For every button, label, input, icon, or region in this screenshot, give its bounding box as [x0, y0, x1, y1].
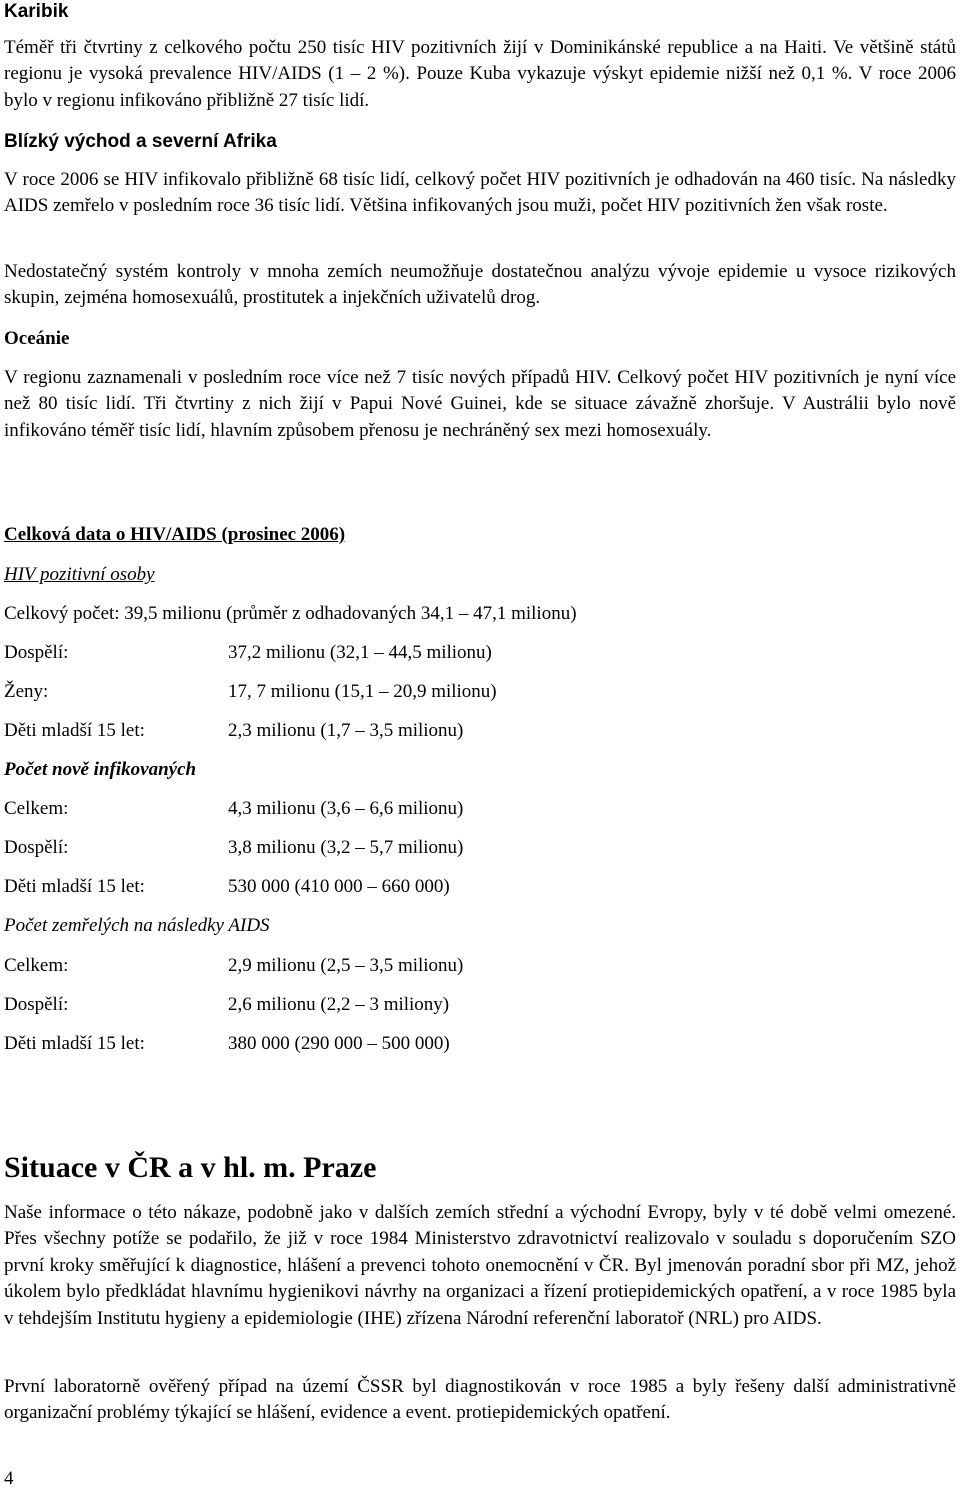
stats-row-label: Celkem:	[4, 955, 69, 976]
oceanie-paragraph: V regionu zaznamenali v posledním roce více než 7 tisíc nových případů HIV. Celkový počet HIV pozitivních je nyní více než 80 tisíc lidí. Tři čtvrtiny z nich žijí v Papui Nové Guinei, kde se situace závažně zhoršuje. V Austrálii bylo nově infikováno téměř tisíc lidí, hlavním způsobem přenosu je nechráněný sex mezi homosexuály.	[4, 367, 956, 441]
stats-row-value: 2,9 milionu (2,5 – 3,5 milionu)	[228, 955, 464, 976]
total-count-line: Celkový počet: 39,5 milionu (průměr z odhadovaných 34,1 – 47,1 milionu)	[4, 603, 577, 624]
blizky-vychod-heading: Blízký východ a severní Afrika	[4, 131, 277, 152]
page-number: 4	[4, 1468, 14, 1489]
cr-paragraph-2: První laboratorně ověřený případ na území ČSSR byl diagnostikován v roce 1985 a byly řešeny další administrativně organizační problémy týkající se hlášení, evidence a event. protiepidemických opatření.	[4, 1376, 956, 1424]
stats-row-value: 3,8 milionu (3,2 – 5,7 milionu)	[228, 837, 464, 858]
stats-row-label: Dospělí:	[4, 837, 69, 858]
stats-title: Celková data o HIV/AIDS (prosinec 2006)	[4, 524, 346, 545]
stats-row-value: 37,2 milionu (32,1 – 44,5 milionu)	[228, 642, 492, 663]
stats-row-label: Celkem:	[4, 798, 69, 819]
stats-row-value: 380 000 (290 000 – 500 000)	[228, 1033, 450, 1054]
stats-row-value: 2,6 milionu (2,2 – 3 miliony)	[228, 994, 450, 1015]
stats-row-value: 4,3 milionu (3,6 – 6,6 milionu)	[228, 798, 464, 819]
stats-row-value: 530 000 (410 000 – 660 000)	[228, 876, 450, 897]
stats-row-label: Dospělí:	[4, 642, 69, 663]
stats-row-label: Děti mladší 15 let:	[4, 1033, 145, 1054]
aids-deaths-heading: Počet zemřelých na následky AIDS	[4, 915, 270, 936]
cr-situation-heading: Situace v ČR a v hl. m. Praze	[4, 1151, 377, 1184]
karibik-heading: Karibik	[4, 1, 69, 22]
stats-row-value: 17, 7 milionu (15,1 – 20,9 milionu)	[228, 681, 497, 702]
blizky-vychod-paragraph-2: Nedostatečný systém kontroly v mnoha zemích neumožňuje dostatečnou analýzu vývoje epidemie u vysoce rizikových skupin, zejména homosexuálů, prostitutek a injekčních uživatelů drog.	[4, 261, 956, 309]
stats-row-label: Děti mladší 15 let:	[4, 876, 145, 897]
blizky-vychod-paragraph-1: V roce 2006 se HIV infikovalo přibližně 68 tisíc lidí, celkový počet HIV pozitivních je odhadován na 460 tisíc. Na následky AIDS zemřelo v posledním roce 36 tisíc lidí. Většina infikovaných jsou muži, počet HIV pozitivních žen však roste.	[4, 169, 956, 217]
oceanie-heading: Oceánie	[4, 328, 70, 349]
stats-row-label: Ženy:	[4, 681, 49, 702]
stats-row-label: Děti mladší 15 let:	[4, 720, 145, 741]
hiv-positive-heading: HIV pozitivní osoby	[4, 564, 155, 585]
new-infections-heading: Počet nově infikovaných	[4, 759, 197, 780]
karibik-paragraph: Téměř tři čtvrtiny z celkového počtu 250 tisíc HIV pozitivních žijí v Dominikánské republice a na Haiti. Ve většině států regionu je vysoká prevalence HIV/AIDS (1 – 2 %). Pouze Kuba vykazuje výskyt epidemie nižší než 0,1 %. V roce 2006 bylo v regionu infikováno přibližně 27 tisíc lidí.	[4, 37, 956, 111]
stats-row-value: 2,3 milionu (1,7 – 3,5 milionu)	[228, 720, 464, 741]
cr-paragraph-1: Naše informace o této nákaze, podobně jako v dalších zemích střední a východní Evropy, byly v té době velmi omezené. Přes všechny potíže se podařilo, že již v roce 1984 Ministerstvo zdravotnictví realizovalo v souladu s doporučením SZO první kroky směřující k diagnostice, hlášení a prevenci tohoto onemocnění v ČR. Byl jmenován poradní sbor při MZ, jehož úkolem bylo předkládat hlavnímu hygienikovi návrhy na organizaci a řízení protiepidemických opatření, a v roce 1985 byla v tehdejším Institutu hygieny a epidemiologie (IHE) zřízena Národní referenční laboratoř (NRL) pro AIDS.	[4, 1202, 956, 1329]
stats-row-label: Dospělí:	[4, 994, 69, 1015]
